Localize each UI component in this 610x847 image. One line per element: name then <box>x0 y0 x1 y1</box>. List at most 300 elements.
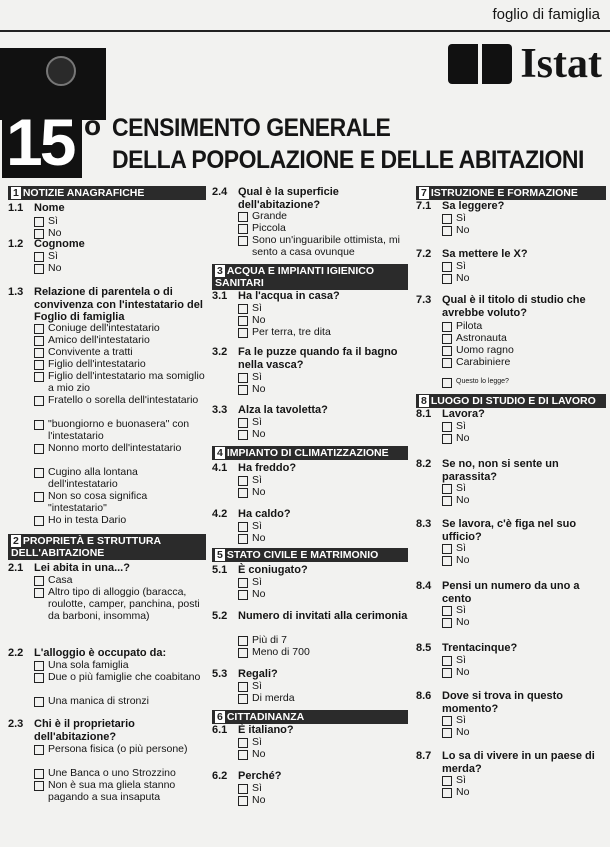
question-text: L'alloggio è occupato da: <box>34 647 167 659</box>
answer-option[interactable] <box>8 322 206 334</box>
answer-option[interactable] <box>416 344 606 356</box>
page-title-line2: DELLA POPOLAZIONE E DELLE ABITAZIONI <box>112 146 584 174</box>
answer-option[interactable] <box>416 494 606 506</box>
answer-option[interactable] <box>416 356 606 368</box>
question <box>212 564 408 577</box>
option-label: Fratello o sorella dell'intestatario <box>48 394 199 406</box>
answer-option[interactable] <box>416 376 606 388</box>
option-label: Carabiniere <box>456 356 511 368</box>
question-number: 8.7 <box>416 750 432 762</box>
question-text: Numero di invitati alla cerimonia <box>238 610 408 622</box>
option-label: Questo lo legge? <box>456 378 509 385</box>
option-label: Sì <box>456 604 466 616</box>
option-label: Non è sua ma gliela stanno pagando a sua insaputa <box>48 779 176 803</box>
checkbox[interactable] <box>238 304 248 314</box>
question-number: 4.1 <box>212 462 228 474</box>
checkbox[interactable] <box>238 636 248 646</box>
option-label: Di merda <box>252 692 295 704</box>
checkbox[interactable] <box>34 372 44 382</box>
question <box>212 724 408 737</box>
question-number: 8.2 <box>416 458 432 470</box>
answer-option[interactable] <box>8 215 206 227</box>
option-label: Sì <box>252 520 262 532</box>
checkbox[interactable] <box>34 588 44 598</box>
question <box>212 404 408 417</box>
question <box>8 286 206 324</box>
checkbox[interactable] <box>442 656 452 666</box>
answer-option[interactable] <box>212 680 408 692</box>
option-label: Sì <box>456 714 466 726</box>
question-text: Se no, non si sente un parassita? <box>442 458 559 483</box>
checkbox[interactable] <box>442 716 452 726</box>
answer-option[interactable] <box>8 514 206 526</box>
checkbox[interactable] <box>34 697 44 707</box>
answer-option[interactable] <box>416 420 606 432</box>
column-2 <box>212 186 408 826</box>
question-number: 7.2 <box>416 248 432 260</box>
question-number: 6.1 <box>212 724 228 736</box>
option-label: Amico dell'intestatario <box>48 334 150 346</box>
checkbox[interactable] <box>442 776 452 786</box>
republic-emblem-icon <box>46 56 76 86</box>
answer-option[interactable] <box>212 748 408 760</box>
question <box>416 408 606 421</box>
option-label: Sì <box>252 782 262 794</box>
form-type-label: foglio di famiglia <box>492 6 600 23</box>
checkbox[interactable] <box>442 728 452 738</box>
answer-option[interactable] <box>212 428 408 440</box>
question-number: 7.1 <box>416 200 432 212</box>
checkbox[interactable] <box>238 750 248 760</box>
answer-option[interactable] <box>212 474 408 486</box>
answer-option[interactable] <box>212 634 408 646</box>
checkbox[interactable] <box>34 396 44 406</box>
answer-option[interactable] <box>8 250 206 262</box>
answer-option[interactable] <box>416 332 606 344</box>
option-label: No <box>456 726 470 738</box>
option-label: No <box>456 666 470 678</box>
option-label: Sì <box>252 576 262 588</box>
question-number: 8.6 <box>416 690 432 702</box>
checkbox[interactable] <box>238 328 248 338</box>
checkbox[interactable] <box>238 224 248 234</box>
question <box>416 458 606 483</box>
section-number: 6 <box>217 711 223 723</box>
question <box>8 202 206 215</box>
question-text: Lo sa di vivere in un paese di merda? <box>442 750 595 775</box>
checkbox[interactable] <box>238 534 248 544</box>
answer-option[interactable] <box>212 383 408 395</box>
answer-option[interactable] <box>416 482 606 494</box>
answer-option[interactable] <box>416 554 606 566</box>
question-number: 7.3 <box>416 294 432 306</box>
answer-option[interactable] <box>8 442 206 454</box>
checkbox[interactable] <box>238 522 248 532</box>
question-text: Ha l'acqua in casa? <box>238 290 340 302</box>
section-number: 7 <box>421 187 427 199</box>
checkbox[interactable] <box>34 324 44 334</box>
top-rule <box>0 30 610 32</box>
option-label: Più di 7 <box>252 634 288 646</box>
section-number: 4 <box>217 447 223 459</box>
checkbox[interactable] <box>442 358 452 368</box>
question-text: Ha freddo? <box>238 462 297 474</box>
checkbox[interactable] <box>442 262 452 272</box>
answer-option[interactable] <box>8 418 206 442</box>
answer-option[interactable] <box>212 646 408 658</box>
checkbox[interactable] <box>34 444 44 454</box>
checkbox[interactable] <box>442 322 452 332</box>
option-label: Una sola famiglia <box>48 659 129 671</box>
question <box>212 462 408 475</box>
question <box>8 718 206 743</box>
section-number: 1 <box>13 187 19 199</box>
logo-block-right <box>482 44 512 84</box>
question-text: Sa mettere le X? <box>442 248 528 260</box>
answer-option[interactable] <box>416 616 606 628</box>
checkbox[interactable] <box>34 769 44 779</box>
answer-option[interactable] <box>8 767 206 779</box>
option-label: Sì <box>456 260 466 272</box>
page-title-line1: CENSIMENTO GENERALE <box>112 114 391 142</box>
option-label: No <box>252 794 266 806</box>
question-text: È italiano? <box>238 724 294 736</box>
question <box>212 610 408 623</box>
question-number: 2.2 <box>8 647 24 659</box>
question-text: È coniugato? <box>238 564 308 576</box>
checkbox[interactable] <box>34 348 44 358</box>
option-label: Sì <box>252 680 262 692</box>
question-text: Dove si trova in questo momento? <box>442 690 564 715</box>
answer-option[interactable] <box>416 432 606 444</box>
checkbox[interactable] <box>34 781 44 791</box>
option-label: No <box>252 314 266 326</box>
question-text: Pensi un numero da uno a cento <box>442 580 580 605</box>
section-number: 8 <box>421 395 427 407</box>
answer-option[interactable] <box>212 486 408 498</box>
section-header <box>212 548 408 562</box>
question-text: Ha caldo? <box>238 508 291 520</box>
checkbox[interactable] <box>238 682 248 692</box>
section-header <box>416 394 606 408</box>
question-text: Sa leggere? <box>442 200 505 212</box>
option-label: Grande <box>252 210 288 222</box>
option-label: Convivente a tratti <box>48 346 133 358</box>
question-text: Trentacinque? <box>442 642 518 654</box>
answer-option[interactable] <box>416 260 606 272</box>
question <box>212 346 408 371</box>
checkbox[interactable] <box>34 252 44 262</box>
answer-option[interactable] <box>212 314 408 326</box>
option-label: No <box>252 428 266 440</box>
checkbox[interactable] <box>442 668 452 678</box>
answer-option[interactable] <box>212 692 408 704</box>
option-label: Figlio dell'intestatario ma somiglio a mio zio <box>48 370 205 394</box>
question-text: Cognome <box>34 238 85 250</box>
option-label: Altro tipo di alloggio (baracca, roulotte, camper, panchina, posti da barboni, insomma) <box>48 586 200 622</box>
checkbox[interactable] <box>238 418 248 428</box>
census-number-block <box>2 105 82 179</box>
option-label: Astronauta <box>456 332 507 344</box>
checkbox[interactable] <box>442 274 452 284</box>
section-title: IMPIANTO DI CLIMATIZZAZIONE <box>226 447 389 459</box>
answer-option[interactable] <box>416 786 606 798</box>
answer-option[interactable] <box>8 262 206 274</box>
option-label: Piccola <box>252 222 286 234</box>
question-number: 5.2 <box>212 610 228 622</box>
answer-option[interactable] <box>8 671 206 683</box>
question-text: Nome <box>34 202 65 214</box>
answer-option[interactable] <box>416 212 606 224</box>
section-title: NOTIZIE ANAGRAFICHE <box>22 187 145 199</box>
checkbox[interactable] <box>34 492 44 502</box>
option-label: No <box>456 224 470 236</box>
answer-option[interactable] <box>8 779 206 803</box>
question-text: Lavora? <box>442 408 485 420</box>
answer-option[interactable] <box>212 532 408 544</box>
option-label: Ho in testa Dario <box>48 514 127 526</box>
checkbox[interactable] <box>34 576 44 586</box>
answer-option[interactable] <box>416 774 606 786</box>
checkbox[interactable] <box>238 796 248 806</box>
question-number: 2.1 <box>8 562 24 574</box>
checkbox[interactable] <box>442 226 452 236</box>
question <box>212 290 408 303</box>
answer-option[interactable] <box>416 272 606 284</box>
checkbox[interactable] <box>442 334 452 344</box>
question-number: 8.5 <box>416 642 432 654</box>
option-label: Sono un'inguaribile ottimista, mi sento a casa ovunque <box>252 234 400 258</box>
option-label: No <box>456 554 470 566</box>
option-label: No <box>456 616 470 628</box>
answer-option[interactable] <box>212 302 408 314</box>
section-header <box>212 264 408 290</box>
option-label: Figlio dell'intestatario <box>48 358 146 370</box>
question-number: 8.3 <box>416 518 432 530</box>
checkbox[interactable] <box>442 346 452 356</box>
checkbox[interactable] <box>442 496 452 506</box>
option-label: Sì <box>252 474 262 486</box>
option-label: No <box>456 272 470 284</box>
checkbox[interactable] <box>442 378 452 388</box>
answer-option[interactable] <box>8 394 206 406</box>
checkbox[interactable] <box>238 488 248 498</box>
section-title: ISTRUZIONE E FORMAZIONE <box>430 187 578 199</box>
question <box>416 690 606 715</box>
checkbox[interactable] <box>238 648 248 658</box>
section-title: PROPRIETÀ E STRUTTURA DELL'ABITAZIONE <box>11 535 161 559</box>
section-title: STATO CIVILE E MATRIMONIO <box>226 549 379 561</box>
answer-option[interactable] <box>416 604 606 616</box>
question <box>8 562 206 575</box>
answer-option[interactable] <box>8 346 206 358</box>
checkbox[interactable] <box>238 385 248 395</box>
question-text: Regali? <box>238 668 278 680</box>
checkbox[interactable] <box>442 422 452 432</box>
question-text: Fa le puzze quando fa il bagno nella vasca? <box>238 346 398 371</box>
option-label: Sì <box>252 416 262 428</box>
answer-option[interactable] <box>212 222 408 234</box>
logo-word: Istat <box>520 41 602 87</box>
option-label: Cugino alla lontana dell'intestatario <box>48 466 138 490</box>
checkbox[interactable] <box>238 236 248 246</box>
option-label: Sì <box>252 302 262 314</box>
answer-option[interactable] <box>212 326 408 338</box>
option-label: Non so cosa significa "intestatario" <box>48 490 148 514</box>
question <box>212 668 408 681</box>
column-3 <box>416 186 606 826</box>
answer-option[interactable] <box>8 743 206 755</box>
answer-option[interactable] <box>416 666 606 678</box>
answer-option[interactable] <box>212 416 408 428</box>
answer-option[interactable] <box>8 695 206 707</box>
checkbox[interactable] <box>442 544 452 554</box>
option-label: Sì <box>456 420 466 432</box>
section-title: CITTADINANZA <box>226 711 305 723</box>
question-number: 1.1 <box>8 202 24 214</box>
question-number: 5.1 <box>212 564 228 576</box>
answer-option[interactable] <box>416 714 606 726</box>
option-label: Une Banca o uno Strozzino <box>48 767 176 779</box>
question <box>416 248 606 261</box>
answer-option[interactable] <box>212 371 408 383</box>
option-label: No <box>48 227 62 239</box>
question-number: 4.2 <box>212 508 228 520</box>
option-label: No <box>48 262 62 274</box>
option-label: No <box>252 532 266 544</box>
question-text: Alza la tavoletta? <box>238 404 328 416</box>
istat-logo <box>448 40 602 88</box>
question <box>416 294 606 319</box>
option-label: Sì <box>456 542 466 554</box>
option-label: "buongiorno e buonasera" con l'intestatario <box>48 418 190 442</box>
checkbox[interactable] <box>442 484 452 494</box>
option-label: Una manica di stronzi <box>48 695 149 707</box>
section-number: 3 <box>217 265 223 277</box>
checkbox[interactable] <box>442 788 452 798</box>
checkbox[interactable] <box>34 336 44 346</box>
checkbox[interactable] <box>238 784 248 794</box>
question <box>416 518 606 543</box>
question <box>416 642 606 655</box>
checkbox[interactable] <box>442 214 452 224</box>
answer-option[interactable] <box>212 576 408 588</box>
answer-option[interactable] <box>8 334 206 346</box>
checkbox[interactable] <box>442 606 452 616</box>
question <box>212 770 408 783</box>
checkbox[interactable] <box>238 316 248 326</box>
logo-block-left <box>448 44 478 84</box>
answer-option[interactable] <box>8 574 206 586</box>
section-number: 5 <box>217 549 223 561</box>
section-header <box>212 446 408 460</box>
option-label: Sì <box>456 654 466 666</box>
question-number: 6.2 <box>212 770 228 782</box>
section-header <box>8 186 206 200</box>
option-label: No <box>252 383 266 395</box>
option-label: Persona fisica (o più persone) <box>48 743 188 755</box>
option-label: No <box>252 588 266 600</box>
question-text: Perché? <box>238 770 282 782</box>
answer-option[interactable] <box>8 358 206 370</box>
checkbox[interactable] <box>238 476 248 486</box>
answer-option[interactable] <box>212 210 408 222</box>
checkbox[interactable] <box>34 745 44 755</box>
answer-option[interactable] <box>8 370 206 394</box>
question <box>212 186 408 211</box>
answer-option[interactable] <box>8 659 206 671</box>
checkbox[interactable] <box>34 217 44 227</box>
question-text: Chi è il proprietario dell'abitazione? <box>34 718 135 743</box>
option-label: No <box>252 748 266 760</box>
section-title: LUOGO DI STUDIO E DI LAVORO <box>430 395 596 407</box>
option-label: Coniuge dell'intestatario <box>48 322 160 334</box>
section-number: 2 <box>13 535 19 547</box>
checkbox[interactable] <box>34 516 44 526</box>
answer-option[interactable] <box>416 654 606 666</box>
answer-option[interactable] <box>8 586 206 622</box>
option-label: Uomo ragno <box>456 344 514 356</box>
checkbox[interactable] <box>34 360 44 370</box>
answer-option[interactable] <box>8 490 206 514</box>
question <box>416 200 606 213</box>
answer-option[interactable] <box>416 726 606 738</box>
checkbox[interactable] <box>442 618 452 628</box>
checkbox[interactable] <box>34 661 44 671</box>
answer-option[interactable] <box>212 736 408 748</box>
question-number: 1.2 <box>8 238 24 250</box>
option-label: Sì <box>456 212 466 224</box>
question-number: 2.3 <box>8 718 24 730</box>
option-label: Meno di 700 <box>252 646 310 658</box>
answer-option[interactable] <box>8 466 206 490</box>
checkbox[interactable] <box>238 430 248 440</box>
checkbox[interactable] <box>34 264 44 274</box>
option-label: No <box>456 494 470 506</box>
checkbox[interactable] <box>34 673 44 683</box>
checkbox[interactable] <box>238 738 248 748</box>
question-text: Se lavora, c'è figa nel suo ufficio? <box>442 518 577 543</box>
answer-option[interactable] <box>416 224 606 236</box>
question <box>8 238 206 251</box>
question <box>416 750 606 775</box>
question-number: 2.4 <box>212 186 228 198</box>
checkbox[interactable] <box>34 468 44 478</box>
checkbox[interactable] <box>238 212 248 222</box>
checkbox[interactable] <box>238 578 248 588</box>
answer-option[interactable] <box>212 234 408 258</box>
option-label: Pilota <box>456 320 483 332</box>
answer-option[interactable] <box>212 588 408 600</box>
answer-option[interactable] <box>416 320 606 332</box>
checkbox[interactable] <box>442 556 452 566</box>
checkbox[interactable] <box>238 590 248 600</box>
answer-option[interactable] <box>212 520 408 532</box>
answer-option[interactable] <box>212 782 408 794</box>
option-label: Sì <box>48 215 58 227</box>
checkbox[interactable] <box>442 434 452 444</box>
checkbox[interactable] <box>238 694 248 704</box>
section-title: ACQUA E IMPIANTI IGIENICO SANITARI <box>215 265 375 289</box>
answer-option[interactable] <box>212 794 408 806</box>
checkbox[interactable] <box>238 373 248 383</box>
census-number: 15 <box>6 105 74 179</box>
checkbox[interactable] <box>34 420 44 430</box>
question-number: 8.4 <box>416 580 432 592</box>
answer-option[interactable] <box>416 542 606 554</box>
question <box>416 580 606 605</box>
option-label: Sì <box>456 774 466 786</box>
